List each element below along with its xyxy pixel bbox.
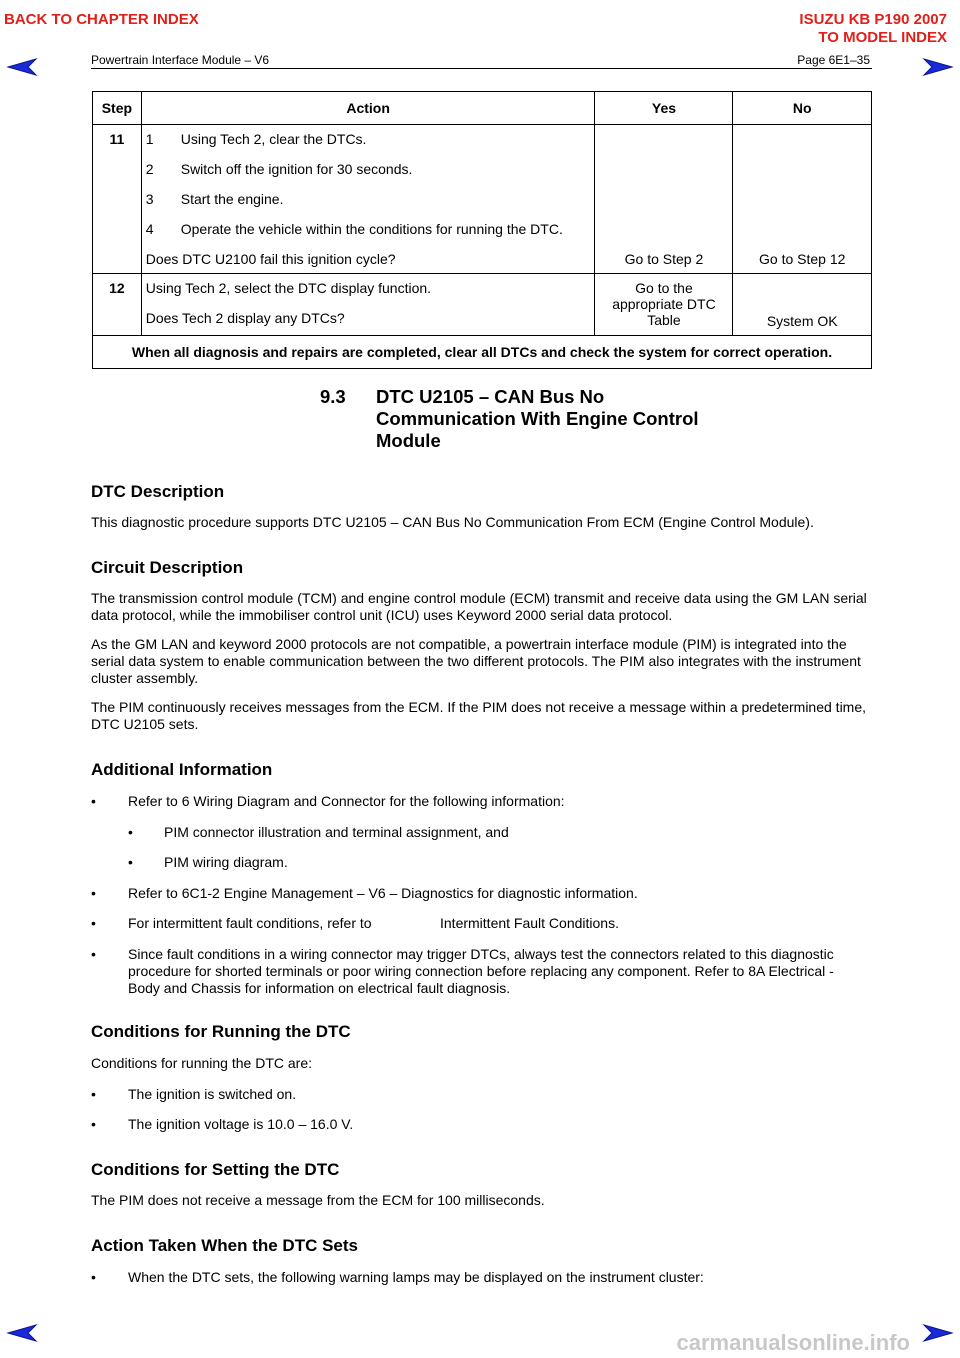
section-title-line: Communication With Engine Control (376, 408, 699, 429)
bullet-icon: • (91, 885, 96, 901)
dtc-description-text: This diagnostic procedure supports DTC U2105 – CAN Bus No Communication From ECM (Engine Control Module). (91, 514, 814, 530)
info-bullet: Refer to 6C1-2 Engine Management – V6 – Diagnostics for diagnostic information. (128, 885, 638, 901)
section-title-line: Module (376, 430, 441, 451)
col-header-step: Step (93, 92, 142, 125)
table-row (93, 274, 872, 336)
circuit-description-heading: Circuit Description (91, 558, 244, 577)
info-bullet: Since fault conditions in a wiring connector may trigger DTCs, always test the connectors related to this diagnostic procedure for shorted terminals or poor wiring connection before replacing any component. Refer to 8A Electrical - Body and Chassis for information on electrical fault diagnosis. (128, 946, 834, 996)
left-arrow-icon[interactable] (6, 57, 40, 77)
bullet-icon: • (91, 1086, 96, 1102)
to-model-index-link[interactable] (799, 11, 947, 47)
step-number: 11 (93, 125, 142, 274)
model-title: ISUZU KB P190 2007 (799, 11, 947, 28)
yes-result-line: Go to the (635, 280, 693, 296)
intermittent-fault-link[interactable]: Intermittent Fault Conditions. (440, 915, 619, 931)
info-bullet: For intermittent fault conditions, refer to (128, 915, 372, 931)
yes-result (595, 274, 733, 336)
bullet-icon: • (91, 946, 96, 962)
conditions-setting-heading: Conditions for Setting the DTC (91, 1160, 340, 1179)
circuit-description-paragraph: The transmission control module (TCM) and engine control module (ECM) transmit and receive data using the GM LAN serial data protocol, while the immobiliser control unit (ICU) uses Keyword 2000 serial data protocol. (91, 590, 867, 623)
step-action (141, 125, 595, 274)
section-title-line: DTC U2105 – CAN Bus No (376, 386, 605, 407)
col-header-action: Action (141, 92, 595, 125)
action-text: Using Tech 2, select the DTC display function. (145, 280, 432, 296)
condition-bullet: The ignition voltage is 10.0 – 16.0 V. (128, 1116, 354, 1132)
yes-result-line: Table (647, 312, 681, 328)
action-number: 2 (145, 161, 154, 177)
conditions-running-heading: Conditions for Running the DTC (91, 1022, 351, 1041)
action-text: Start the engine. (180, 191, 284, 207)
info-sub-bullet: PIM wiring diagram. (164, 854, 288, 870)
final-instruction: When all diagnosis and repairs are completed, clear all DTCs and check the system for correct operation. (93, 336, 872, 369)
action-text: Switch off the ignition for 30 seconds. (180, 161, 413, 177)
step-number: 12 (93, 274, 142, 336)
header-divider (91, 68, 872, 69)
left-arrow-icon[interactable] (6, 1323, 40, 1343)
table-row (93, 125, 872, 274)
bullet-icon: • (91, 915, 96, 931)
action-text: Using Tech 2, clear the DTCs. (180, 131, 367, 147)
additional-information-heading: Additional Information (91, 760, 273, 779)
action-number: 1 (145, 131, 154, 147)
bullet-icon: • (91, 1269, 96, 1285)
section-number: 9.3 (320, 386, 346, 407)
condition-bullet: The ignition is switched on. (128, 1086, 297, 1102)
watermark: carmanualsonline.info (676, 1330, 910, 1355)
action-taken-bullet: When the DTC sets, the following warning lamps may be displayed on the instrument cluster: (128, 1269, 704, 1285)
yes-result-line: appropriate DTC (612, 296, 716, 312)
dtc-description-heading: DTC Description (91, 482, 225, 501)
circuit-description-paragraph: As the GM LAN and keyword 2000 protocols are not compatible, a powertrain interface module (PIM) is integrated into the serial data system to enable communication between the two different protocols. The PIM also integrates with the instrument cluster assembly. (91, 636, 861, 686)
right-arrow-icon[interactable] (920, 1323, 954, 1343)
conditions-setting-text: The PIM does not receive a message from the ECM for 100 milliseconds. (91, 1192, 545, 1208)
action-question: Does Tech 2 display any DTCs? (145, 310, 345, 326)
bullet-icon: • (91, 1116, 96, 1132)
back-to-chapter-index-link[interactable]: BACK TO CHAPTER INDEX (4, 11, 199, 28)
table-header-row (93, 92, 872, 125)
page-number: Page 6E1–35 (797, 53, 870, 67)
action-taken-heading: Action Taken When the DTC Sets (91, 1236, 358, 1255)
action-question: Does DTC U2100 fail this ignition cycle? (145, 251, 396, 267)
action-number: 4 (145, 221, 154, 237)
table-final-row (93, 336, 872, 369)
model-index-label: TO MODEL INDEX (818, 29, 947, 46)
conditions-running-intro: Conditions for running the DTC are: (91, 1055, 312, 1071)
bullet-icon: • (128, 854, 133, 870)
info-sub-bullet: PIM connector illustration and terminal assignment, and (164, 824, 509, 840)
right-arrow-icon[interactable] (920, 57, 954, 77)
col-header-no: No (733, 92, 872, 125)
action-text: Operate the vehicle within the conditions for running the DTC. (180, 221, 563, 237)
diagnostic-steps-table (92, 91, 872, 369)
yes-result: Go to Step 2 (595, 125, 733, 274)
page-header-title: Powertrain Interface Module – V6 (91, 53, 270, 67)
bullet-icon: • (91, 793, 96, 809)
no-result: Go to Step 12 (733, 125, 872, 274)
no-result: System OK (733, 274, 872, 336)
info-bullet: Refer to 6 Wiring Diagram and Connector for the following information: (128, 793, 565, 809)
action-number: 3 (145, 191, 154, 207)
col-header-yes: Yes (595, 92, 733, 125)
circuit-description-paragraph: The PIM continuously receives messages from the ECM. If the PIM does not receive a message within a predetermined time, DTC U2105 sets. (91, 699, 867, 732)
step-action (141, 274, 595, 336)
bullet-icon: • (128, 824, 133, 840)
